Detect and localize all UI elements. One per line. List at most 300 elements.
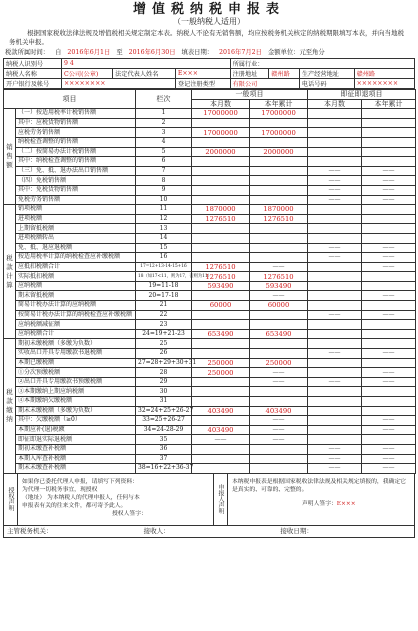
amount-cell[interactable]: [308, 329, 362, 339]
amount-cell: ——: [250, 368, 308, 378]
row-line-number: 4: [136, 137, 192, 147]
amount-cell: ——: [362, 262, 416, 272]
amount-cell[interactable]: [192, 185, 250, 195]
row-line-number: 26: [136, 349, 192, 359]
row-line-number: 16: [136, 253, 192, 263]
amount-cell[interactable]: 17000000: [250, 109, 308, 119]
auth-text-2: 为代理一切税务事宜，现授权: [22, 486, 98, 493]
table-row: [4, 137, 416, 147]
amount-cell: ——: [308, 444, 362, 454]
table-row: [4, 214, 416, 224]
amount-cell: ——: [362, 243, 416, 253]
amount-cell: ——: [250, 435, 308, 445]
row-line-number: 17=12+13-14-15+16: [136, 262, 192, 272]
amount-cell: ——: [250, 425, 308, 435]
unit-label: 金额单位：元至角分: [267, 49, 325, 56]
column-header-general-month: 本月数: [192, 99, 250, 109]
row-line-number: 18（如17<11，则为17，否则为11）: [136, 272, 192, 282]
amount-cell[interactable]: [308, 339, 362, 349]
amount-cell[interactable]: [308, 281, 362, 291]
period-line: [3, 47, 415, 58]
row-line-number: 8: [136, 176, 192, 186]
amount-cell[interactable]: [192, 416, 250, 426]
reg-type-value[interactable]: 有限公司: [230, 79, 299, 89]
amount-cell[interactable]: [250, 176, 308, 186]
amount-cell[interactable]: [308, 435, 362, 445]
amount-cell[interactable]: [192, 118, 250, 128]
amount-cell[interactable]: [362, 397, 416, 407]
amount-cell[interactable]: [250, 166, 308, 176]
amount-cell[interactable]: [250, 253, 308, 263]
table-row: [4, 349, 416, 359]
row-item-label: 应纳税额合计: [16, 329, 136, 339]
row-item-label: 其中：纳税检查调整的销售额: [16, 157, 136, 167]
amount-cell[interactable]: [250, 454, 308, 464]
fill-date: 2016年7月2日: [219, 49, 262, 56]
amount-cell[interactable]: 250000: [250, 358, 308, 368]
row-item-label: 进项税额: [16, 214, 136, 224]
amount-cell: ——: [362, 185, 416, 195]
amount-cell[interactable]: 403490: [192, 406, 250, 416]
row-item-label: 纳税检查调整的销售额: [16, 137, 136, 147]
table-row: [4, 185, 416, 195]
amount-cell: ——: [362, 253, 416, 263]
row-item-label: ①分次预缴税额: [16, 368, 136, 378]
amount-cell[interactable]: [308, 368, 362, 378]
row-line-number: 32=24+25+26-27: [136, 406, 192, 416]
amount-cell[interactable]: [362, 128, 416, 138]
form-instructions: 根据国家税收法律法规及增值税相关规定制定本表。纳税人不论有无销售额，均应按税务机关核定的纳税期限填写本表，并向当地税务机关申报。: [9, 29, 404, 46]
amount-cell: ——: [362, 291, 416, 301]
row-line-number: 2: [136, 118, 192, 128]
amount-cell[interactable]: [362, 109, 416, 119]
period-label: 税款所属时间：: [5, 49, 50, 56]
period-from-prefix: 自: [55, 49, 62, 56]
amount-cell[interactable]: [250, 185, 308, 195]
row-item-label: 实际抵扣税额: [16, 272, 136, 282]
amount-cell[interactable]: [192, 444, 250, 454]
amount-cell[interactable]: [192, 349, 250, 359]
table-row: [4, 444, 416, 454]
table-row: [4, 157, 416, 167]
amount-cell: ——: [250, 262, 308, 272]
amount-cell[interactable]: [308, 109, 362, 119]
amount-cell[interactable]: [192, 224, 250, 234]
amount-cell[interactable]: 60000: [192, 301, 250, 311]
amount-cell[interactable]: [250, 157, 308, 167]
column-header-line: 栏次: [136, 90, 192, 109]
amount-cell: ——: [362, 464, 416, 474]
row-line-number: 35: [136, 435, 192, 445]
tax-calculation-table: [3, 89, 416, 474]
decl-sign-label: 声明人签字：: [302, 500, 337, 507]
amount-cell: ——: [308, 310, 362, 320]
decl-text: 本纳税申报表是根据国家税收法律法规及相关规定填报的，我确定它是真实的、可靠的、完整的。: [232, 478, 406, 493]
amount-cell: ——: [308, 176, 362, 186]
amount-cell[interactable]: [308, 272, 362, 282]
row-line-number: 13: [136, 224, 192, 234]
amount-cell[interactable]: [250, 349, 308, 359]
amount-cell[interactable]: [308, 137, 362, 147]
biz-addr-value[interactable]: 赣州路: [354, 69, 414, 79]
auth-text-1: 如果你已委托代理人申报，请填写下列资料：: [22, 478, 138, 485]
biz-addr-label: 生产经营地址: [299, 69, 354, 79]
amount-cell[interactable]: 250000: [192, 358, 250, 368]
column-header-item: 项目: [4, 90, 136, 109]
row-line-number: 3: [136, 128, 192, 138]
row-item-label: 免、抵、退应退税额: [16, 243, 136, 253]
amount-cell[interactable]: [250, 310, 308, 320]
amount-cell: ——: [250, 291, 308, 301]
row-item-label: 其中：免税货物销售额: [16, 185, 136, 195]
row-line-number: 27=28+29+30+31: [136, 358, 192, 368]
table-row: [4, 118, 416, 128]
amount-cell[interactable]: [308, 262, 362, 272]
table-row: [4, 176, 416, 186]
auth-text-3: （地址） 为本纳税人的代理申报人，任何与本: [22, 494, 140, 501]
table-row: [4, 454, 416, 464]
amount-cell[interactable]: [192, 397, 250, 407]
amount-cell[interactable]: [362, 147, 416, 157]
table-row: [4, 195, 416, 205]
amount-cell[interactable]: [250, 243, 308, 253]
table-row: [4, 301, 416, 311]
amount-cell[interactable]: [250, 118, 308, 128]
row-line-number: 12: [136, 214, 192, 224]
amount-cell[interactable]: 403490: [250, 406, 308, 416]
amount-cell: ——: [308, 454, 362, 464]
row-item-label: 应纳税额减征额: [16, 320, 136, 330]
row-line-number: 38=16+22+36-37: [136, 464, 192, 474]
category-tax-pay: 税款缴纳: [4, 339, 16, 473]
amount-cell[interactable]: [192, 320, 250, 330]
row-item-label: 进项税额转出: [16, 233, 136, 243]
taxpayer-id-value[interactable]: 9 4: [62, 59, 231, 69]
row-item-label: 即征即退实际退税额: [16, 435, 136, 445]
phone-label: 电话号码: [299, 79, 354, 89]
amount-cell[interactable]: [250, 444, 308, 454]
row-line-number: 34=24-28-29: [136, 425, 192, 435]
amount-cell[interactable]: [250, 339, 308, 349]
table-row: [4, 387, 416, 397]
row-item-label: 期末未缴查补税额: [16, 464, 136, 474]
amount-cell[interactable]: 653490: [192, 329, 250, 339]
amount-cell[interactable]: [308, 205, 362, 215]
amount-cell[interactable]: [308, 416, 362, 426]
amount-cell[interactable]: [308, 224, 362, 234]
amount-cell[interactable]: [362, 329, 416, 339]
amount-cell: ——: [362, 195, 416, 205]
table-row: [4, 464, 416, 474]
amount-cell: ——: [250, 416, 308, 426]
row-item-label: 本期入库查补税额: [16, 454, 136, 464]
row-line-number: 29: [136, 377, 192, 387]
legal-rep-label: 法定代表人姓名: [113, 69, 176, 79]
amount-cell[interactable]: [192, 387, 250, 397]
row-line-number: 37: [136, 454, 192, 464]
row-item-label: 免税劳务销售额: [16, 195, 136, 205]
amount-cell: ——: [308, 243, 362, 253]
reg-type-label: 登记注册类型: [175, 79, 230, 89]
amount-cell[interactable]: [308, 320, 362, 330]
amount-cell[interactable]: [362, 224, 416, 234]
table-row: [4, 166, 416, 176]
receiver-field[interactable]: 接收人：: [143, 526, 170, 535]
row-line-number: 21: [136, 301, 192, 311]
legal-rep-value[interactable]: E×××: [175, 69, 230, 79]
amount-cell[interactable]: [362, 233, 416, 243]
auth-box: [18, 474, 214, 525]
decl-box: [228, 474, 414, 525]
amount-cell[interactable]: [250, 224, 308, 234]
amount-cell[interactable]: [362, 157, 416, 167]
auth-label: 授权声明: [4, 474, 18, 525]
row-item-label: 实收出口开具专用缴款书退税额: [16, 349, 136, 359]
amount-cell[interactable]: 1276510: [250, 272, 308, 282]
row-line-number: 20=17-18: [136, 291, 192, 301]
column-header-general-cumulative: 本年累计: [250, 99, 308, 109]
row-line-number: 28: [136, 368, 192, 378]
table-row: [4, 281, 416, 291]
amount-cell[interactable]: [362, 301, 416, 311]
row-line-number: 22: [136, 310, 192, 320]
row-item-label: 本期应补(退)税额: [16, 425, 136, 435]
amount-cell[interactable]: 1276510: [192, 272, 250, 282]
row-item-label: 上期留抵税额: [16, 224, 136, 234]
amount-cell[interactable]: 1276510: [250, 214, 308, 224]
column-header-immediate: 即征即退项目: [308, 90, 416, 100]
amount-cell[interactable]: [250, 464, 308, 474]
amount-cell[interactable]: [308, 147, 362, 157]
row-line-number: 24=19+21-23: [136, 329, 192, 339]
amount-cell[interactable]: [192, 166, 250, 176]
amount-cell: ——: [362, 349, 416, 359]
amount-cell[interactable]: [192, 243, 250, 253]
amount-cell[interactable]: 1276510: [192, 262, 250, 272]
amount-cell[interactable]: [250, 195, 308, 205]
amount-cell[interactable]: [308, 291, 362, 301]
period-to-prefix: 至: [116, 49, 123, 56]
amount-cell[interactable]: 2000000: [250, 147, 308, 157]
decl-sign[interactable]: [232, 500, 410, 508]
amount-cell[interactable]: [250, 233, 308, 243]
amount-cell[interactable]: [250, 387, 308, 397]
amount-cell[interactable]: [308, 301, 362, 311]
fill-date-label: 填表日期：: [181, 49, 214, 56]
period-from: 2016年6月1日: [67, 49, 111, 56]
amount-cell[interactable]: [362, 205, 416, 215]
table-row: [4, 205, 416, 215]
row-item-label: 其中：欠缴税额（≥0）: [16, 416, 136, 426]
amount-cell: ——: [362, 368, 416, 378]
amount-cell: ——: [192, 435, 250, 445]
amount-cell[interactable]: 250000: [192, 368, 250, 378]
amount-cell[interactable]: [250, 137, 308, 147]
amount-cell[interactable]: [192, 233, 250, 243]
table-row: [4, 233, 416, 243]
amount-cell[interactable]: [362, 137, 416, 147]
row-line-number: 7: [136, 166, 192, 176]
form-footer: [3, 526, 415, 538]
amount-cell[interactable]: [362, 281, 416, 291]
amount-cell[interactable]: 1276510: [192, 214, 250, 224]
period-to: 2016年6月30日: [128, 49, 176, 56]
table-row: [4, 224, 416, 234]
amount-cell[interactable]: 17000000: [192, 109, 250, 119]
table-row: [4, 147, 416, 157]
amount-cell: ——: [250, 377, 308, 387]
row-item-label: （二）按简易办法计税销售额: [16, 147, 136, 157]
amount-cell[interactable]: [362, 272, 416, 282]
row-line-number: 31: [136, 397, 192, 407]
amount-cell: ——: [362, 425, 416, 435]
amount-cell: ——: [308, 253, 362, 263]
name-value[interactable]: C公司(公章): [62, 69, 113, 79]
amount-cell[interactable]: [192, 137, 250, 147]
amount-cell: ——: [308, 185, 362, 195]
amount-cell[interactable]: [250, 397, 308, 407]
phone-value[interactable]: ××××××××: [354, 79, 414, 89]
row-line-number: 33=25+26-27: [136, 416, 192, 426]
table-row: [4, 397, 416, 407]
table-row: [4, 358, 416, 368]
row-item-label: 期初未缴查补税额: [16, 444, 136, 454]
row-item-label: 期初未缴税额（多缴为负数）: [16, 339, 136, 349]
row-item-label: 本期已缴税额: [16, 358, 136, 368]
bank-value[interactable]: ××××××××: [62, 79, 176, 89]
taxpayer-info-table: [3, 58, 415, 89]
reg-addr-label: 注册地址: [230, 69, 269, 79]
row-line-number: 6: [136, 157, 192, 167]
table-row: [4, 253, 416, 263]
amount-cell[interactable]: 593490: [192, 281, 250, 291]
row-item-label: 期末未缴税额（多缴为负数）: [16, 406, 136, 416]
amount-cell[interactable]: 1870000: [192, 205, 250, 215]
taxpayer-id-label: 纳税人识别号: [4, 59, 62, 69]
amount-cell: ——: [308, 195, 362, 205]
table-row: [4, 109, 416, 119]
reg-addr-value[interactable]: 赣州路: [269, 69, 300, 79]
table-row: [4, 291, 416, 301]
amount-cell[interactable]: [250, 320, 308, 330]
amount-cell[interactable]: [362, 387, 416, 397]
amount-cell[interactable]: 2000000: [192, 147, 250, 157]
table-row: [4, 329, 416, 339]
table-row: [4, 128, 416, 138]
row-line-number: 15: [136, 243, 192, 253]
amount-cell[interactable]: [308, 387, 362, 397]
amount-cell[interactable]: [362, 339, 416, 349]
amount-cell[interactable]: [308, 397, 362, 407]
receive-date-field[interactable]: 接收日期：: [280, 526, 313, 535]
amount-cell[interactable]: [192, 454, 250, 464]
table-row: [4, 368, 416, 378]
amount-cell: ——: [308, 377, 362, 387]
amount-cell[interactable]: [308, 233, 362, 243]
column-header-immediate-cumulative: 本年累计: [362, 99, 416, 109]
amount-cell[interactable]: [192, 176, 250, 186]
amount-cell[interactable]: [308, 425, 362, 435]
amount-cell[interactable]: [192, 339, 250, 349]
amount-cell[interactable]: [308, 406, 362, 416]
name-label: 纳税人名称: [4, 69, 62, 79]
amount-cell[interactable]: 403490: [192, 425, 250, 435]
row-line-number: 1: [136, 109, 192, 119]
amount-cell[interactable]: [192, 377, 250, 387]
amount-cell: ——: [362, 377, 416, 387]
row-item-label: （三）免、抵、退办法出口销售额: [16, 166, 136, 176]
table-row: [4, 272, 416, 282]
row-item-label: 按简易计税办法计算的纳税检查应补缴税额: [16, 310, 136, 320]
amount-cell[interactable]: [192, 291, 250, 301]
row-line-number: 14: [136, 233, 192, 243]
amount-cell[interactable]: [362, 435, 416, 445]
amount-cell[interactable]: 1870000: [250, 205, 308, 215]
amount-cell[interactable]: 17000000: [250, 128, 308, 138]
row-line-number: 19=11-18: [136, 281, 192, 291]
amount-cell[interactable]: [308, 358, 362, 368]
row-item-label: ④本期缴纳欠缴税额: [16, 397, 136, 407]
amount-cell[interactable]: [192, 195, 250, 205]
amount-cell[interactable]: [362, 320, 416, 330]
amount-cell: ——: [308, 349, 362, 359]
amount-cell: ——: [362, 176, 416, 186]
auth-sign[interactable]: 授权人签字：: [112, 510, 147, 517]
amount-cell[interactable]: [192, 464, 250, 474]
amount-cell[interactable]: [362, 214, 416, 224]
table-row: [4, 377, 416, 387]
amount-cell[interactable]: [192, 310, 250, 320]
amount-cell[interactable]: 653490: [250, 329, 308, 339]
row-line-number: 25: [136, 339, 192, 349]
row-item-label: （一）按适用税率计税销售额: [16, 109, 136, 119]
row-item-label: 销项税额: [16, 205, 136, 215]
row-line-number: 10: [136, 195, 192, 205]
amount-cell[interactable]: [308, 157, 362, 167]
row-line-number: 9: [136, 185, 192, 195]
table-row: [4, 425, 416, 435]
table-row: [4, 310, 416, 320]
amount-cell[interactable]: [192, 157, 250, 167]
amount-cell[interactable]: [362, 406, 416, 416]
auth-text-4: 申报表有关的往来文件，都可寄予此人。: [22, 502, 127, 509]
row-item-label: （四）免税销售额: [16, 176, 136, 186]
table-row: [4, 406, 416, 416]
amount-cell[interactable]: [362, 118, 416, 128]
row-item-label: 其中：应税货物销售额: [16, 118, 136, 128]
row-item-label: 按适用税率计算的纳税检查应补缴税额: [16, 253, 136, 263]
amount-cell[interactable]: [192, 253, 250, 263]
decl-label: 申报人声明: [214, 474, 228, 525]
table-row: [4, 320, 416, 330]
amount-cell[interactable]: 60000: [250, 301, 308, 311]
amount-cell[interactable]: [362, 358, 416, 368]
column-header-immediate-month: 本月数: [308, 99, 362, 109]
row-line-number: 36: [136, 444, 192, 454]
form-subtitle: （一般纳税人适用）: [173, 17, 245, 26]
row-item-label: ③本期缴纳上期应纳税额: [16, 387, 136, 397]
row-item-label: 应抵扣税额合计: [16, 262, 136, 272]
row-line-number: 11: [136, 205, 192, 215]
bank-label: 开户银行及帐号: [4, 79, 62, 89]
amount-cell[interactable]: [308, 128, 362, 138]
amount-cell[interactable]: [308, 214, 362, 224]
tax-authority-field[interactable]: 主管税务机关：: [7, 526, 53, 535]
amount-cell[interactable]: 17000000: [192, 128, 250, 138]
amount-cell[interactable]: [308, 118, 362, 128]
amount-cell[interactable]: 593490: [250, 281, 308, 291]
amount-cell: ——: [362, 444, 416, 454]
